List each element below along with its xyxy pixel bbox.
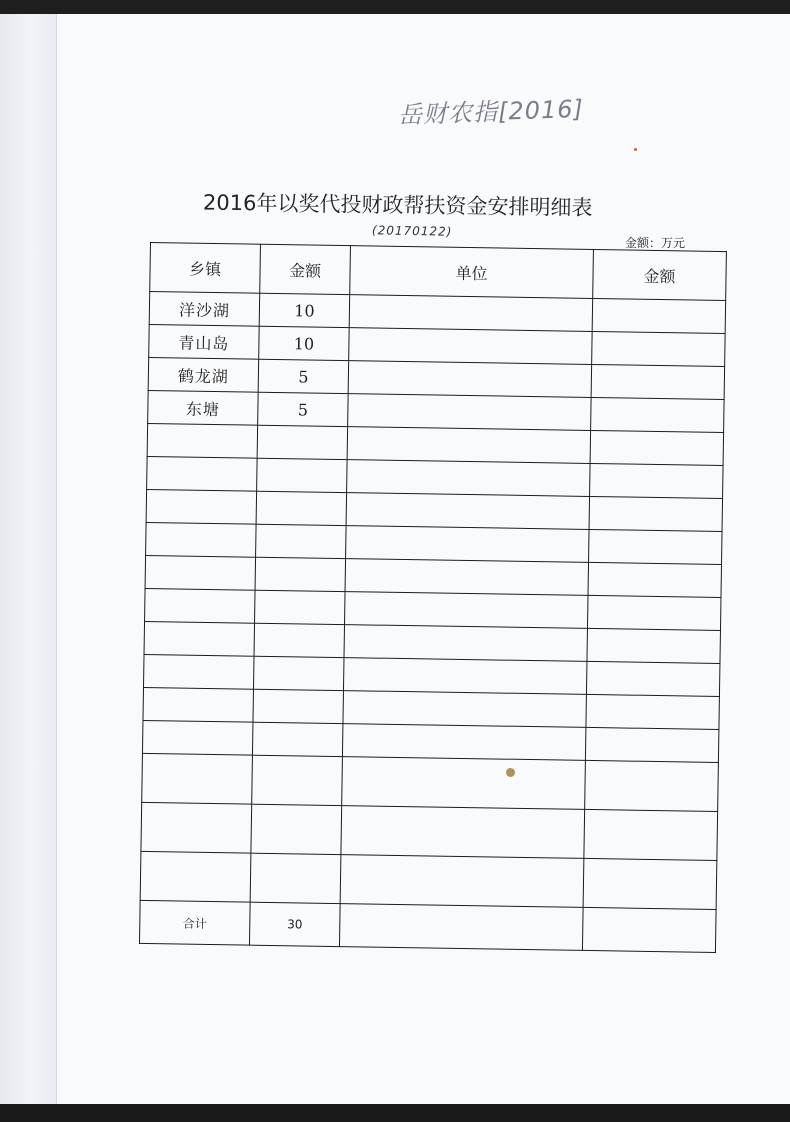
empty-cell xyxy=(347,427,590,464)
empty-cell xyxy=(345,559,588,596)
empty-cell xyxy=(586,694,720,729)
table-row-empty xyxy=(142,753,719,811)
empty-cell xyxy=(340,855,584,908)
scan-left-margin xyxy=(0,14,57,1104)
empty-cell xyxy=(589,529,723,564)
empty-cell xyxy=(254,623,345,657)
header-amount: 金额 xyxy=(260,244,351,294)
table-header-row xyxy=(150,243,727,301)
empty-cell xyxy=(586,661,720,696)
empty-cell xyxy=(583,858,717,909)
empty-cell xyxy=(144,621,255,656)
empty-cell xyxy=(344,625,587,662)
empty-cell xyxy=(589,496,723,531)
unit-cell xyxy=(349,295,592,332)
empty-cell xyxy=(346,493,589,530)
total-amount-cell: 30 xyxy=(249,902,340,946)
empty-cell xyxy=(342,757,586,810)
empty-cell xyxy=(141,802,252,853)
unit-amount-cell xyxy=(591,397,725,432)
empty-cell xyxy=(147,456,258,491)
empty-cell xyxy=(140,851,251,902)
unit-cell xyxy=(348,361,591,398)
empty-cell xyxy=(253,656,344,690)
amount-cell: 10 xyxy=(259,326,350,360)
scan-bottom-edge xyxy=(0,1104,790,1122)
allocation-table-wrapper xyxy=(139,242,726,953)
unit-note: 金额：万元 xyxy=(625,236,686,250)
table-row-empty xyxy=(141,802,718,860)
empty-cell xyxy=(341,806,585,859)
town-cell: 东塘 xyxy=(148,390,259,425)
empty-cell xyxy=(590,463,724,498)
empty-cell xyxy=(143,687,254,722)
empty-cell xyxy=(142,720,253,755)
empty-cell xyxy=(585,760,719,811)
empty-cell xyxy=(256,491,347,525)
unit-amount-cell xyxy=(592,331,726,366)
empty-cell xyxy=(252,722,343,756)
empty-cell xyxy=(343,691,586,728)
empty-cell xyxy=(347,460,590,497)
header-town: 乡镇 xyxy=(150,243,261,294)
empty-cell xyxy=(590,430,724,465)
header-unit-amount: 金额 xyxy=(593,249,727,300)
paper-stain xyxy=(506,768,515,777)
empty-cell xyxy=(587,628,721,663)
empty-cell xyxy=(147,423,258,458)
unit-cell xyxy=(348,394,591,431)
document-title: 2016年以奖代投财政帮扶资金安排明细表 xyxy=(202,190,593,220)
empty-cell xyxy=(342,724,585,761)
unit-cell xyxy=(349,328,592,365)
empty-cell xyxy=(256,524,347,558)
amount-cell: 10 xyxy=(259,293,350,327)
empty-cell xyxy=(587,595,721,630)
header-unit: 单位 xyxy=(350,246,594,299)
empty-cell xyxy=(588,562,722,597)
town-cell: 鹤龙湖 xyxy=(148,357,259,392)
table-total-row xyxy=(139,900,716,952)
amount-cell: 5 xyxy=(258,392,349,426)
empty-cell xyxy=(257,458,348,492)
unit-amount-cell xyxy=(591,364,725,399)
empty-cell xyxy=(253,689,344,723)
empty-cell xyxy=(142,753,253,804)
total-label-cell: 合计 xyxy=(139,900,250,945)
empty-cell xyxy=(582,907,716,952)
empty-cell xyxy=(584,809,718,860)
handwritten-doc-number: (20170122) xyxy=(371,223,453,239)
empty-cell xyxy=(339,904,583,951)
town-cell: 青山岛 xyxy=(149,324,260,359)
empty-cell xyxy=(255,590,346,624)
empty-cell xyxy=(145,588,256,623)
allocation-table xyxy=(139,242,727,953)
empty-cell xyxy=(343,658,586,695)
handwritten-reference: 岳财农指[2016] xyxy=(397,94,585,130)
empty-cell xyxy=(345,592,588,629)
empty-cell xyxy=(585,727,719,762)
empty-cell xyxy=(250,853,341,903)
unit-amount-cell xyxy=(592,298,726,333)
empty-cell xyxy=(146,522,257,557)
empty-cell xyxy=(346,526,589,563)
scan-top-edge xyxy=(0,0,790,14)
empty-cell xyxy=(251,804,342,854)
paper-speck xyxy=(634,148,637,151)
empty-cell xyxy=(146,489,257,524)
empty-cell xyxy=(257,425,348,459)
empty-cell xyxy=(252,755,343,805)
empty-cell xyxy=(255,557,346,591)
town-cell: 洋沙湖 xyxy=(149,292,260,327)
empty-cell xyxy=(145,555,256,590)
empty-cell xyxy=(144,654,255,689)
amount-cell: 5 xyxy=(258,359,349,393)
table-row-empty xyxy=(140,851,717,909)
